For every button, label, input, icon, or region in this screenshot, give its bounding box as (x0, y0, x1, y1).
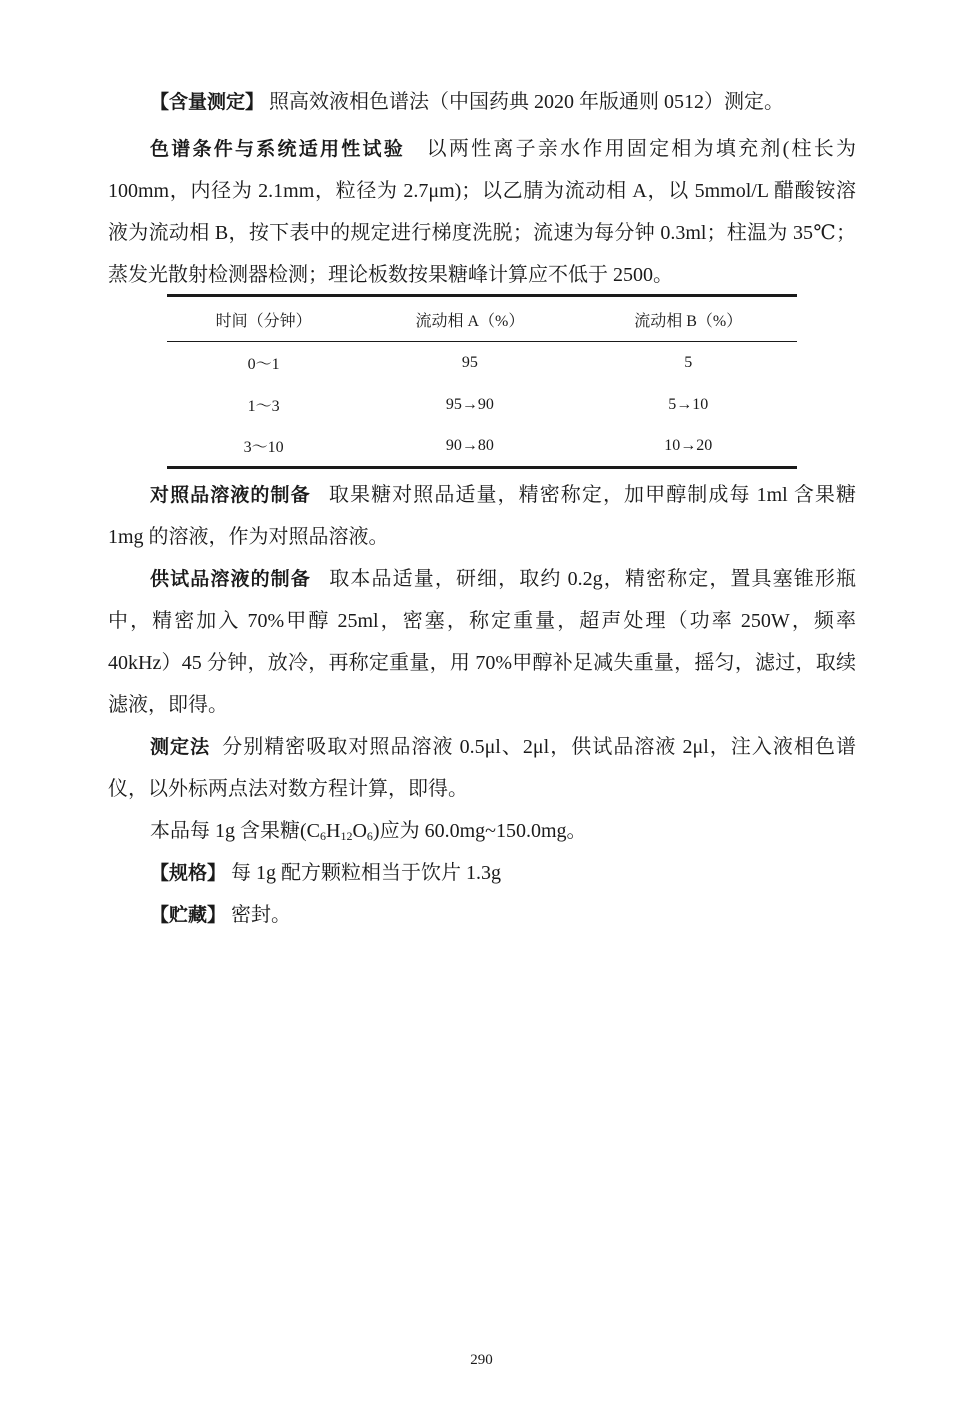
method-paragraph (108, 726, 856, 810)
formula-subscript: 6 (320, 829, 326, 843)
formula-element: O (352, 820, 367, 842)
assay-paragraph (108, 81, 856, 123)
content-limit-prefix: 本品每 1g 含果糖(C (150, 820, 320, 842)
page-number: 290 (470, 1352, 493, 1368)
reference-solution-paragraph (108, 474, 856, 558)
reference-solution-text: 取果糖对照品适量，精密称定，加甲醇制成每 1ml 含果糖 1mg 的溶液，作为对照品溶液。 (108, 484, 856, 548)
reference-solution-heading: 对照品溶液的制备 (150, 484, 311, 506)
specification-paragraph (108, 852, 856, 894)
cell-phase-b: 5 (684, 353, 693, 371)
gradient-table (167, 294, 797, 469)
header-mobile-phase-a: 流动相 A（%） (360, 296, 579, 342)
cell-time: 0～1 (247, 356, 280, 374)
storage-paragraph (108, 894, 856, 936)
cell-phase-b: 10→20 (580, 426, 797, 468)
cell-phase-a: 95→90 (445, 395, 494, 413)
chromatography-paragraph (108, 128, 856, 296)
cell-phase-b: 5→10 (668, 395, 709, 413)
specification-heading: 【规格】 (150, 862, 227, 884)
chromatography-text: 以两性离子亲水作用固定相为填充剂(柱长为100mm，内径为 2.1mm，粒径为 2.7μm)；以乙腈为流动相 A，以 5mmol/L 醋酸铵溶液为流动相 B，按下表中的规定进行梯度洗脱；流速为每分钟 0.3ml；柱温为 35℃；蒸发光散射检测器检测；理论板数按果糖峰计算应不低于 2500。 (108, 138, 856, 286)
storage-heading: 【贮藏】 (150, 904, 227, 926)
method-text: 分别精密吸取对照品溶液 0.5μl、2μl，供试品溶液 2μl，注入液相色谱仪，以外标两点法对数方程计算，即得。 (108, 736, 856, 800)
formula-subscript: 12 (340, 829, 353, 843)
table-row (167, 342, 797, 384)
content-limit-suffix: )应为 60.0mg~150.0mg。 (372, 820, 587, 842)
cell-time: 3～10 (167, 426, 360, 468)
header-time: 时间（分钟） (167, 296, 360, 342)
method-heading: 测定法 (150, 736, 211, 758)
test-solution-heading: 供试品溶液的制备 (150, 568, 311, 590)
specification-text: 每 1g 配方颗粒相当于饮片 1.3g (231, 862, 502, 884)
header-mobile-phase-b: 流动相 B（%） (580, 296, 797, 342)
test-solution-text: 取本品适量，研细，取约 0.2g，精密称定，置具塞锥形瓶中，精密加入 70%甲醇 25ml，密塞，称定重量，超声处理（功率 250W，频率 40kHz）45 分钟，放冷，再称定重量，用 70%甲醇补足减失重量，摇匀，滤过，取续滤液，即得。 (108, 568, 856, 716)
assay-heading: 【含量测定】 (150, 91, 265, 113)
chromatography-heading: 色谱条件与系统适用性试验 (150, 138, 405, 160)
storage-text: 密封。 (231, 904, 292, 926)
table-header-row (167, 296, 797, 342)
cell-phase-a: 90→80 (360, 426, 579, 468)
assay-text: 照高效液相色谱法（中国药典 2020 年版通则 0512）测定。 (269, 91, 785, 113)
formula-subscript: 6 (366, 829, 373, 843)
test-solution-paragraph (108, 558, 856, 726)
table-row (167, 384, 797, 426)
cell-phase-a: 95 (461, 353, 478, 371)
content-limit-paragraph (108, 810, 856, 852)
table-row (167, 426, 797, 468)
formula-element: H (326, 820, 341, 842)
cell-time: 1～3 (247, 398, 280, 415)
